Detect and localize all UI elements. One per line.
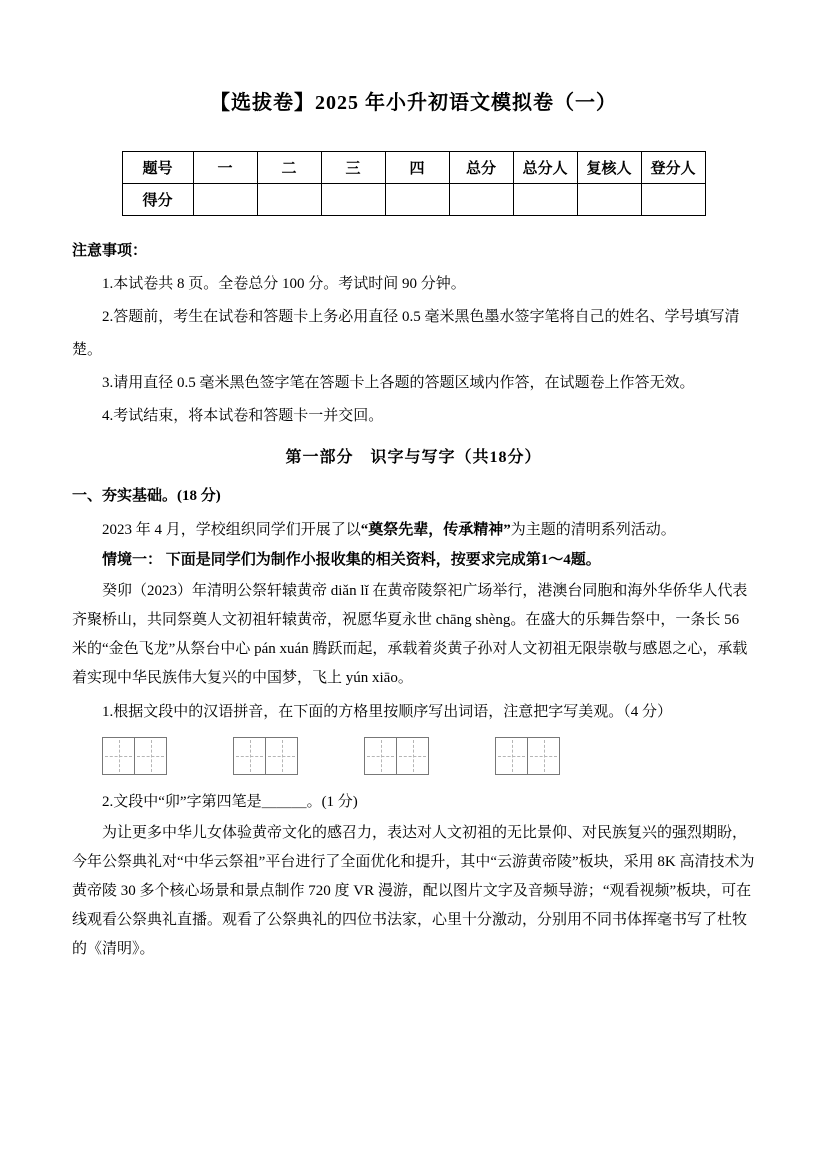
score-blank-cell [449,184,513,216]
score-blank-cell [385,184,449,216]
writing-grid-group [495,737,560,775]
page-title: 【选拔卷】2025 年小升初语文模拟卷（一） [210,92,617,114]
score-header-cell: 复核人 [577,152,641,184]
passage-1: 癸卯（2023）年清明公祭轩辕黄帝 diǎn lǐ 在黄帝陵祭祀广场举行，港澳台同胞和海外华侨华人代表齐聚桥山，共同祭奠人文初祖轩辕黄帝，祝愿华夏永世 chāng shèng。在盛大的乐舞告祭中，一条长 56 米的“金色飞龙”从祭台中心 pán xuán 腾跃而起，承载着炎黄子孙对人文初祖无限崇敬与感恩之心，承载着实现中华民族伟大复兴的中国梦，飞上 yún xiāo。 [72,583,748,686]
intro-theme: “奠祭先辈，传承精神” [360,522,511,538]
writing-grid-group [233,737,298,775]
writing-grid-group [364,737,429,775]
score-table-header-row [122,152,705,184]
writing-grid-row [72,735,755,777]
score-blank-cell [577,184,641,216]
scenario-line [72,545,755,575]
writing-grid-cell [364,737,397,775]
score-table [122,151,706,216]
notice-item: 1.本试卷共 8 页。全卷总分 100 分。考试时间 90 分钟。 [102,276,466,292]
score-row-label: 得分 [122,184,193,216]
score-header-cell: 一 [193,152,257,184]
score-header-cell: 总分 [449,152,513,184]
notice-item: 2.答题前，考生在试卷和答题卡上务必用直径 0.5 毫米黑色墨水签字笔将自己的姓名、学号填写清楚。 [72,309,740,358]
notice-item: 4.考试结束，将本试卷和答题卡一并交回。 [102,408,384,424]
section-heading: 第一部分 识字与写字（共18分） [285,449,542,466]
writing-grid-cell [265,737,298,775]
score-blank-cell [257,184,321,216]
score-table-score-row [122,184,705,216]
question-2: 2.文段中“卯”字第四笔是＿＿＿。(1 分) [102,794,358,810]
score-header-cell: 四 [385,152,449,184]
notice-item: 3.请用直径 0.5 毫米黑色签字笔在答题卡上各题的答题区域内作答，在试题卷上作答无效。 [102,375,695,391]
part-one-heading: 一、夯实基础。(18 分) [72,488,221,504]
score-header-cell: 题号 [122,152,193,184]
score-header-cell: 三 [321,152,385,184]
scenario-text: 下面是同学们为制作小报收集的相关资料，按要求完成第1～4题。 [165,552,601,568]
intro-suffix: 为主题的清明系列活动。 [510,522,676,538]
score-blank-cell [193,184,257,216]
intro-paragraph [72,515,755,545]
question-1: 1.根据文段中的汉语拼音，在下面的方格里按顺序写出词语，注意把字写美观。（4 分） [102,704,673,720]
writing-grid-cell [396,737,429,775]
passage-2: 为让更多中华儿女体验黄帝文化的感召力，表达对人文初祖的无比景仰、对民族复兴的强烈期盼，今年公祭典礼对“中华云祭祖”平台进行了全面优化和提升，其中“云游黄帝陵”板块，采用 8K 高清技术为黄帝陵 30 多个核心场景和景点制作 720 度 VR 漫游，配以图片文字及音频导游；“观看视频”板块，可在线观看公祭典礼直播。观看了公祭典礼的四位书法家，心里十分激动，分别用不同书体挥毫书写了杜牧的《清明》。 [72,825,755,957]
writing-grid-cell [233,737,266,775]
score-header-cell: 二 [257,152,321,184]
score-header-cell: 登分人 [641,152,705,184]
writing-grid-group [102,737,167,775]
notices-heading: 注意事项： [72,243,148,259]
score-blank-cell [513,184,577,216]
score-blank-cell [641,184,705,216]
writing-grid-cell [134,737,167,775]
writing-grid-cell [102,737,135,775]
writing-grid-cell [527,737,560,775]
intro-prefix: 2023 年 4 月，学校组织同学们开展了以 [102,522,361,538]
score-header-cell: 总分人 [513,152,577,184]
score-blank-cell [321,184,385,216]
writing-grid-cell [495,737,528,775]
scenario-label: 情境一： [102,552,163,568]
